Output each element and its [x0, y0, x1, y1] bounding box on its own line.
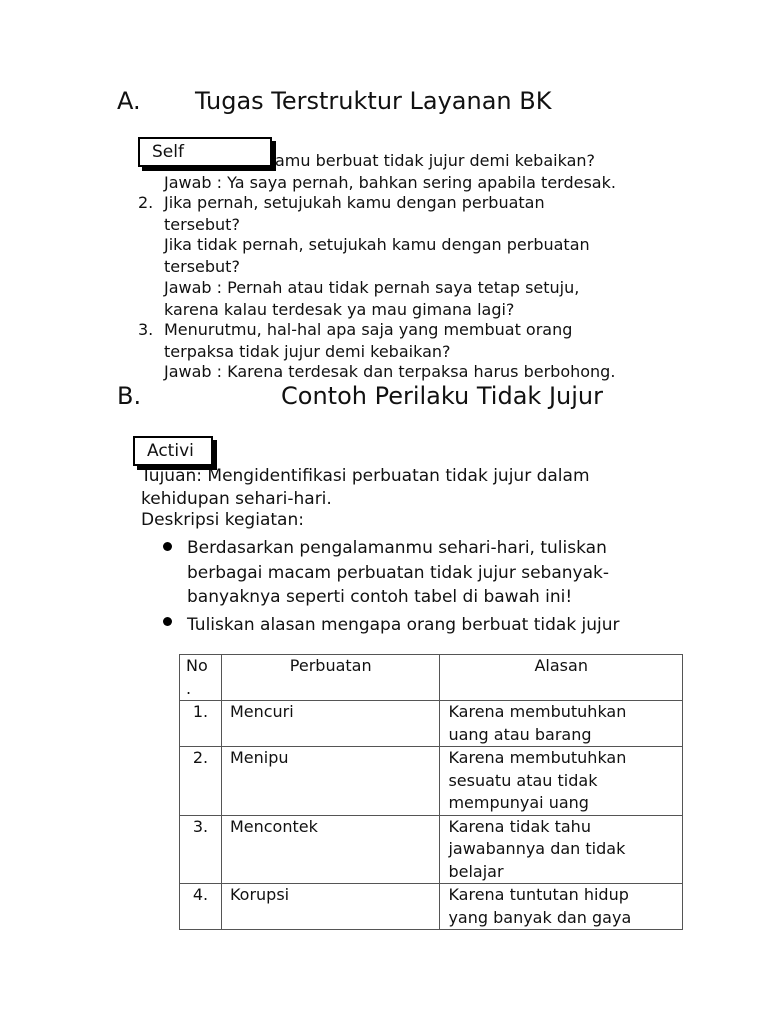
row-alasan-line: sesuatu atau tidak: [448, 770, 598, 790]
header-alasan: Alasan: [440, 655, 683, 701]
perbuatan-table: [179, 654, 683, 930]
question-2-line-1: Jika pernah, setujukah kamu dengan perbuatan: [164, 193, 545, 212]
header-no-line-1: No: [186, 656, 208, 675]
answer-3: Jawab : Karena terdesak dan terpaksa harus berbohong.: [164, 362, 616, 381]
row-perbuatan: Mencontek: [221, 815, 440, 884]
question-2-line-2: tersebut?: [164, 215, 240, 234]
table-row: [180, 884, 683, 930]
answer-2-line-1: Jawab : Pernah atau tidak pernah saya tetap setuju,: [164, 278, 580, 297]
row-alasan-line: jawabannya dan tidak: [448, 839, 626, 858]
question-3-line-2: terpaksa tidak jujur demi kebaikan?: [164, 342, 451, 361]
row-alasan-line: mempunyai uang: [448, 793, 589, 812]
section-a-title: Tugas Terstruktur Layanan BK: [195, 87, 552, 115]
row-alasan: [440, 815, 683, 884]
row-alasan: [440, 701, 683, 747]
bullet-1-line-2: berbagai macam perbuatan tidak jujur sebanyak-: [187, 563, 609, 583]
table-row: [180, 747, 683, 816]
row-alasan-line: Karena tidak tahu: [448, 816, 591, 836]
row-alasan-line: Karena membutuhkan: [448, 702, 627, 721]
header-no-line-2: .: [186, 678, 192, 698]
row-alasan-line: Karena tuntutan hidup: [448, 885, 629, 904]
section-b-letter: B.: [117, 382, 142, 410]
self-badge: Self: [138, 137, 272, 167]
row-alasan: [440, 747, 683, 816]
tujuan-line-1: Tujuan: Mengidentifikasi perbuatan tidak jujur dalam: [141, 466, 590, 486]
question-2-line-3: Jika tidak pernah, setujukah kamu dengan perbuatan: [164, 235, 590, 254]
section-b-title: Contoh Perilaku Tidak Jujur: [281, 382, 603, 410]
row-number: 1.: [180, 701, 222, 747]
answer-1: Jawab : Ya saya pernah, bahkan sering apabila terdesak.: [164, 173, 616, 192]
table-row: [180, 815, 683, 884]
row-alasan: [440, 884, 683, 930]
header-perbuatan: Perbuatan: [221, 655, 440, 701]
answer-2-line-2: karena kalau terdesak ya mau gimana lagi?: [164, 300, 515, 319]
row-number: 4.: [180, 884, 222, 930]
header-no: [180, 655, 222, 701]
table-row: [180, 701, 683, 747]
bullet-1-line-3: banyaknya seperti contoh tabel di bawah ini!: [187, 587, 573, 607]
activity-badge: Activi: [133, 436, 213, 466]
row-number: 3.: [180, 815, 222, 884]
bullet-1-dot: [163, 542, 172, 551]
question-2-line-4: tersebut?: [164, 257, 240, 276]
row-alasan-line: Karena membutuhkan: [448, 748, 627, 767]
question-2-number: 2.: [138, 193, 154, 212]
row-alasan-line: belajar: [448, 861, 504, 881]
tujuan-line-2: kehidupan sehari-hari.: [141, 489, 332, 509]
section-a-letter: A.: [117, 87, 141, 115]
bullet-1-line-1: Berdasarkan pengalamanmu sehari-hari, tuliskan: [187, 538, 607, 558]
deskripsi-label: Deskripsi kegiatan:: [141, 510, 304, 530]
row-alasan-line: uang atau barang: [448, 724, 592, 744]
row-perbuatan: Menipu: [221, 747, 440, 816]
row-number: 2.: [180, 747, 222, 816]
table-header-row: [180, 655, 683, 701]
question-3-number: 3.: [138, 320, 154, 339]
bullet-2-dot: [163, 617, 172, 626]
question-1-tail: amu berbuat tidak jujur demi kebaikan?: [275, 151, 596, 170]
row-perbuatan: Korupsi: [221, 884, 440, 930]
row-perbuatan: Mencuri: [221, 701, 440, 747]
bullet-2: Tuliskan alasan mengapa orang berbuat tidak jujur: [187, 615, 620, 635]
question-3-line-1: Menurutmu, hal-hal apa saja yang membuat orang: [164, 320, 573, 339]
row-alasan-line: yang banyak dan gaya: [448, 907, 632, 927]
